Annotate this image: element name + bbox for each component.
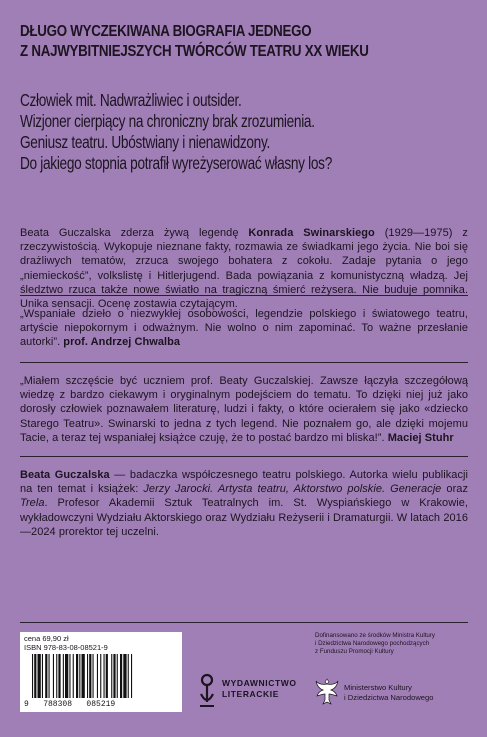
subject-name: Konrada Swinarskiego — [248, 227, 375, 239]
intro-text-start: Beata Guczalska zderza żywą legendę — [20, 227, 249, 239]
intro-text-rest: (1929—1975) z rzeczywistością. Wykopuje nieznane fakty, rozmawia ze świadkami jego życia. Nie boi się drażliwych tematów, zrzuca swojego bohatera z cokołu. Zadaje pytania o jego „niemieckość”, volkslistę i Hitlerjugend. Bada powiązania z komunistyczną władzą. Jej śledztwo rzuca także nowe światło na tragiczną śmierć reżysera. Nie buduje pomnika. Unika sensacji. Ocenę zostawia czytającym. — [20, 227, 468, 311]
barcode-bar — [128, 654, 129, 698]
barcode-bar — [93, 654, 94, 698]
barcode-panel — [20, 632, 182, 712]
barcode-bar — [131, 654, 132, 698]
funding-note — [315, 632, 475, 656]
divider — [20, 362, 468, 363]
publisher-logo-icon — [198, 672, 216, 710]
polish-eagle-emblem-icon — [315, 676, 339, 708]
blurb-stuhr — [20, 374, 468, 445]
barcode-bar — [76, 654, 78, 698]
barcode-bar — [58, 654, 60, 698]
funding-line-2: i Dziedzictwa Narodowego pochodzących — [315, 640, 430, 647]
barcode-digits: 9 788308 085219 — [24, 700, 116, 709]
funding-line-3: z Funduszu Promocji Kultury — [315, 648, 394, 655]
bio-text: — badaczka współczesnego teatru polskiego. Autorka wielu publikacji na ten temat i książek: — [20, 469, 469, 496]
barcode-bar — [89, 654, 91, 698]
book-title: Trela — [20, 497, 45, 510]
barcode-bar — [120, 654, 122, 698]
barcode-bar — [73, 654, 74, 698]
barcode-bar — [69, 654, 70, 698]
headline — [20, 22, 407, 62]
publisher-name — [222, 678, 297, 700]
book-title: Aktorstwo polskie. Generacje — [293, 483, 442, 496]
price: cena 69,90 zł — [24, 634, 69, 643]
tagline-line-1: Człowiek mit. Nadwrażliwiec i outsider. — [20, 90, 242, 110]
barcode-bar — [113, 654, 115, 698]
divider — [20, 295, 468, 296]
divider — [20, 622, 468, 623]
barcode-bar — [97, 654, 98, 698]
blurb-author: prof. Andrzej Chwalba — [63, 336, 181, 349]
blurb-text: „Wspaniałe dzieło o niezwykłej osobowości, legendzie polskiego i światowego teatru, artyście niepokornym i odważnym. Nie wolno o nim zapominać. To ważne przesłanie autorki”. — [20, 308, 468, 349]
bio-text: . Profesor Akademii Sztuk Teatralnych im. St. Wyspiańskiego w Krakowie, wykładowczyni Wydziału Aktorskiego oraz Wydziału Reżyserii i Dramaturgii. W latach 2016—2024 prorektor tej uczelni. — [20, 497, 468, 538]
barcode-bar — [45, 654, 47, 698]
tagline — [20, 90, 426, 174]
author-bio — [20, 468, 468, 539]
book-title: Jerzy Jarocki. Artysta teatru — [143, 483, 286, 496]
barcode-bar — [38, 654, 41, 698]
tagline-line-2: Wizjoner cierpiący na chroniczny brak zrozumienia. — [20, 111, 315, 131]
ministry-name — [344, 683, 433, 702]
barcode-bar — [117, 654, 118, 698]
barcode-bar — [82, 654, 85, 698]
headline-line-2: Z NAJWYBITNIEJSZYCH TWÓRCÓW TEATRU XX WIEKU — [20, 43, 369, 60]
barcode-bar — [56, 654, 57, 698]
publisher-line-2: LITERACKIE — [222, 689, 279, 699]
barcode-bar — [32, 654, 33, 698]
barcode-bar — [87, 654, 88, 698]
barcode-bar — [79, 654, 80, 698]
blurb-text: „Miałem szczęście być uczniem prof. Beaty Guczalskiej. Zawsze łączyła szczegółową wiedzę z bardzo ciekawym i oryginalnym podejściem do tematu. To dzięki niej już jako dorosły człowiek poznawałem literaturę, ludzi i fakty, o które ocierałem się jako «dziecko Starego Teatru». Swinarski to jedna z tych legend. Nie poznałem go, ale dzięki mojemu Tacie, a teraz tej wspaniałej książce czuję, że to postać bardzo mi bliska!”. — [20, 375, 468, 444]
barcode-bar — [65, 654, 68, 698]
blurb-chwalba — [20, 307, 468, 350]
barcode-bar — [106, 654, 108, 698]
isbn: ISBN 978-83-08-08521-9 — [24, 643, 108, 652]
blurb-author: Maciej Stuhr — [387, 431, 454, 444]
bio-separator: , — [285, 483, 294, 496]
headline-line-1: DŁUGO WYCZEKIWANA BIOGRAFIA JEDNEGO — [20, 23, 312, 40]
barcode-bar — [123, 654, 126, 698]
barcode-bar — [111, 654, 112, 698]
bio-separator: oraz — [441, 483, 468, 496]
tagline-line-3: Geniusz teatru. Ubóstwiany i nienawidzony. — [20, 132, 270, 152]
ministry-line-2: i Dziedzictwa Narodowego — [344, 692, 434, 702]
intro-paragraph — [20, 226, 468, 311]
divider — [20, 456, 468, 457]
author-name: Beata Guczalska — [20, 469, 110, 481]
barcode-bar — [100, 654, 101, 698]
barcode-bar — [104, 654, 105, 698]
ministry-line-1: Ministerstwo Kultury — [344, 683, 412, 692]
publisher-line-1: WYDAWNICTWO — [222, 678, 297, 688]
barcode-bar — [34, 654, 36, 698]
barcode-bar — [49, 654, 50, 698]
funding-line-1: Dofinansowano ze środków Ministra Kultury — [315, 632, 436, 639]
tagline-line-4: Do jakiego stopnia potrafił wyreżyserować własny los? — [20, 153, 332, 173]
barcode-bar — [42, 654, 43, 698]
barcode-bar — [53, 654, 54, 698]
barcode-icon — [30, 654, 176, 698]
barcode-bar — [63, 654, 64, 698]
